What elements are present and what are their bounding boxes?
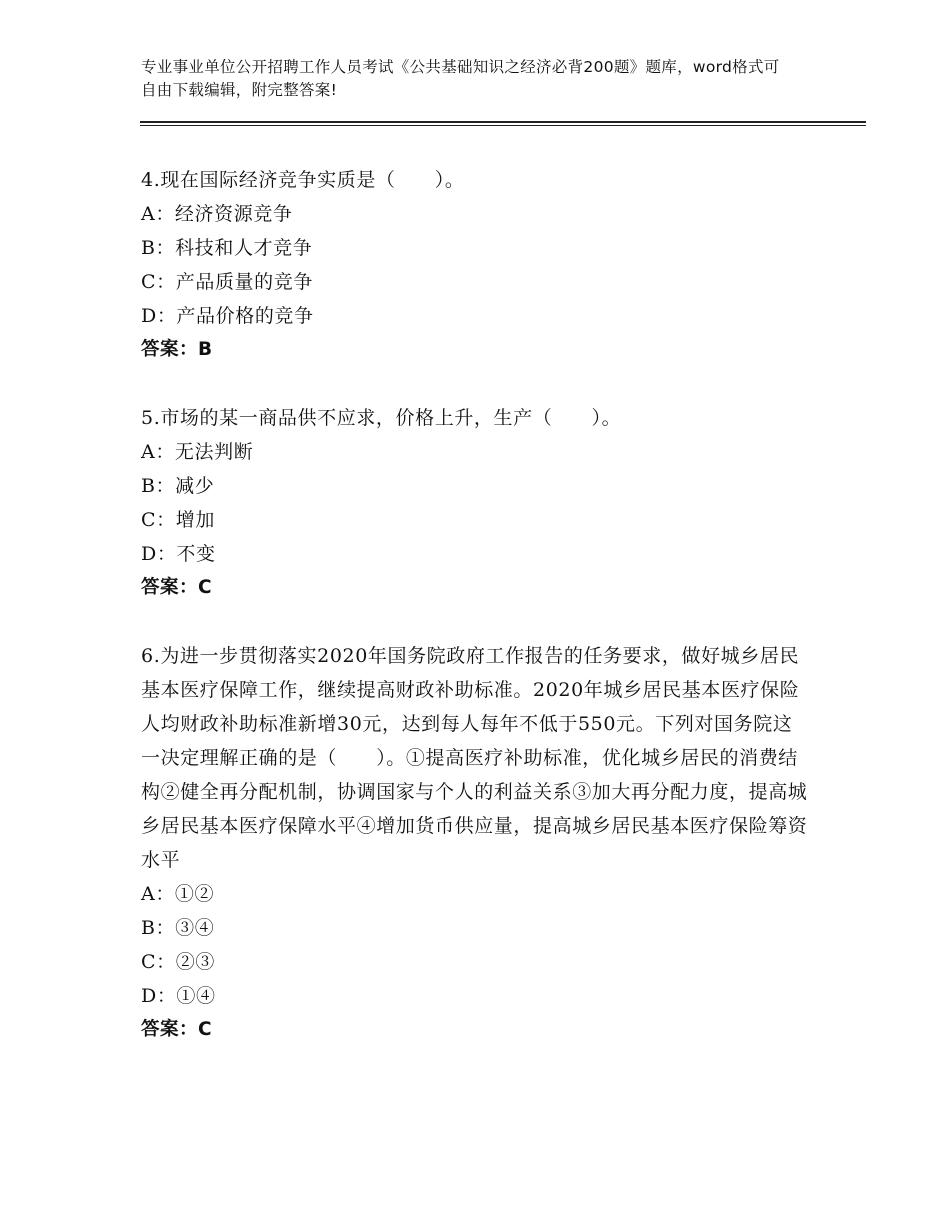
option-b: B：③④ xyxy=(141,917,215,939)
option-c: C：②③ xyxy=(141,951,215,973)
option-a: A：经济资源竞争 xyxy=(141,203,293,225)
question-4 xyxy=(141,163,811,367)
option-b: B：减少 xyxy=(141,475,215,497)
answer-label: 答案：C xyxy=(141,1019,213,1040)
question-stem: 6.为进一步贯彻落实2020年国务院政府工作报告的任务要求，做好城乡居民基本医疗保障工作，继续提高财政补助标准。2020年城乡居民基本医疗保险人均财政补助标准新增30元，达到每人每年不低于550元。下列对国务院这一决定理解正确的是（ ）。①提高医疗补助标准，优化城乡居民的消费结构②健全再分配机制，协调国家与个人的利益关系③加大再分配力度，提高城乡居民基本医疗保障水平④增加货币供应量，提高城乡居民基本医疗保险筹资水平 xyxy=(141,645,808,871)
question-5 xyxy=(141,401,811,605)
question-stem: 5.市场的某一商品供不应求，价格上升，生产（ ）。 xyxy=(141,407,622,429)
option-d: D：不变 xyxy=(141,543,216,565)
question-stem: 4.现在国际经济竞争实质是（ ）。 xyxy=(141,169,465,191)
answer-label: 答案：B xyxy=(141,339,213,360)
option-b: B：科技和人才竞争 xyxy=(141,237,313,259)
option-d: D：①④ xyxy=(141,985,216,1007)
question-6 xyxy=(141,639,811,1047)
option-a: A：无法判断 xyxy=(141,441,254,463)
option-a: A：①② xyxy=(141,883,215,905)
option-d: D：产品价格的竞争 xyxy=(141,305,314,327)
document-header: 专业事业单位公开招聘工作人员考试《公共基础知识之经济必背200题》题库，word格式可自由下载编辑，附完整答案! xyxy=(141,58,780,99)
answer-label: 答案：C xyxy=(141,577,213,598)
option-c: C：增加 xyxy=(141,509,215,531)
option-c: C：产品质量的竞争 xyxy=(141,271,313,293)
header-rule-thin xyxy=(140,125,866,126)
header-rule-thick xyxy=(140,121,866,123)
question-list xyxy=(141,163,811,1081)
